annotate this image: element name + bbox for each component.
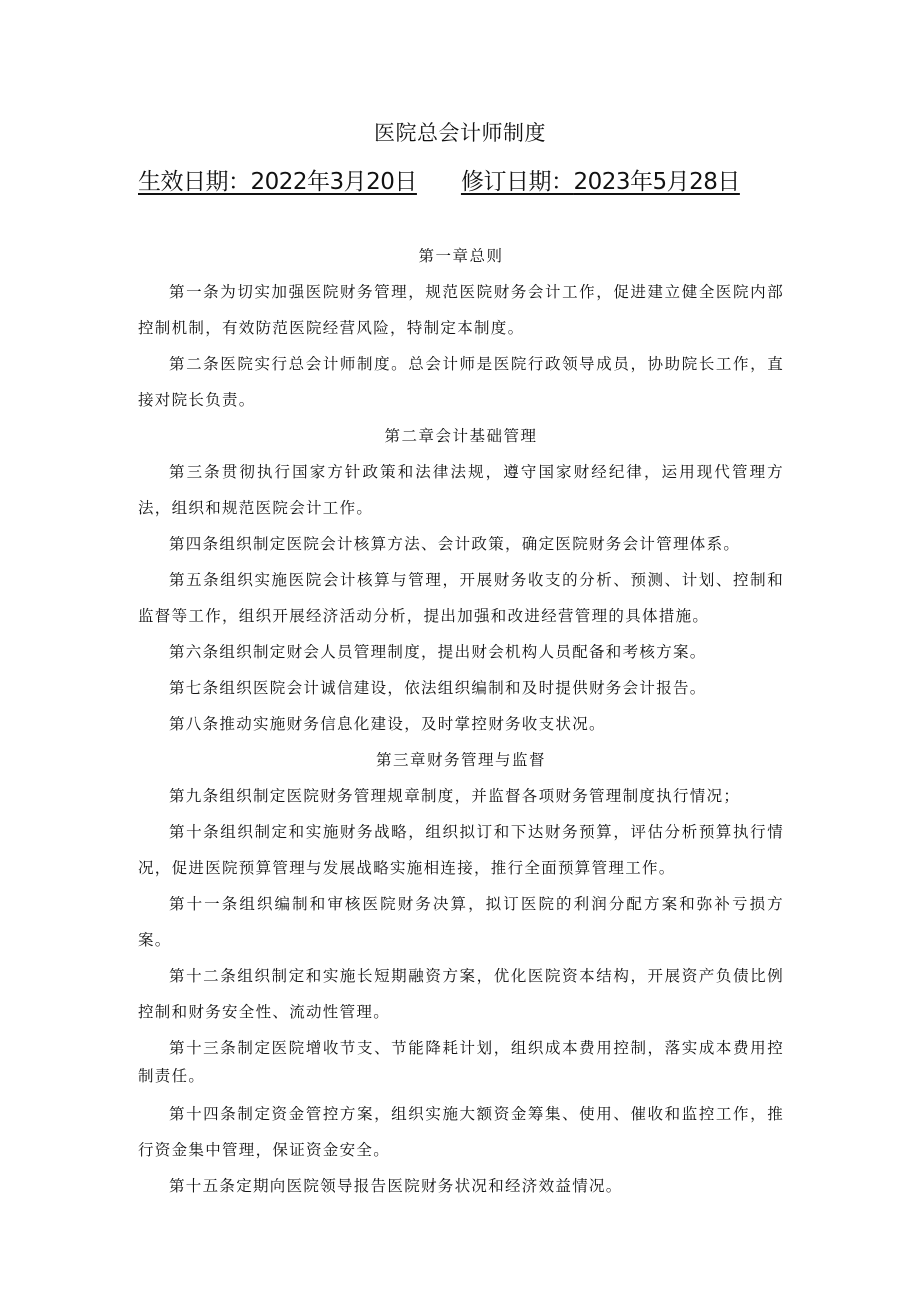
date-line [138, 163, 740, 196]
article-14: 第十四条制定资金管控方案，组织实施大额资金筹集、使用、催收和监控工作，推行资金集中管理，保证资金安全。 [138, 1105, 784, 1159]
article-12: 第十二条组织制定和实施长短期融资方案，优化医院资本结构，开展资产负债比例控制和财务安全性、流动性管理。 [138, 967, 784, 1021]
article-5: 第五条组织实施医院会计核算与管理，开展财务收支的分析、预测、计划、控制和监督等工作，组织开展经济活动分析，提出加强和改进经营管理的具体措施。 [138, 571, 784, 625]
article-15: 第十五条定期向医院领导报告医院财务状况和经济效益情况。 [169, 1177, 623, 1195]
article-4: 第四条组织制定医院会计核算方法、会计政策，确定医院财务会计管理体系。 [169, 535, 741, 553]
revised-date-label: 修订日期： [460, 169, 574, 195]
document-title: 医院总会计师制度 [374, 121, 546, 145]
chapter-heading: 第一章总则 [418, 247, 504, 265]
revised-date: 2023年5月28日 [573, 169, 740, 195]
chapter-heading: 第三章财务管理与监督 [375, 751, 546, 769]
article-3: 第三条贯彻执行国家方针政策和法律法规，遵守国家财经纪律，运用现代管理方法，组织和规范医院会计工作。 [138, 463, 784, 517]
article-7: 第七条组织医院会计诚信建设，依法组织编制和及时提供财务会计报告。 [169, 679, 707, 697]
article-9: 第九条组织制定医院财务管理规章制度，并监督各项财务管理制度执行情况； [169, 787, 741, 805]
article-2: 第二条医院实行总会计师制度。总会计师是医院行政领导成员，协助院长工作，直接对院长负责。 [138, 355, 784, 409]
effective-date: 2022年3月20日 [250, 169, 417, 195]
article-13: 第十三条制定医院增收节支、节能降耗计划，组织成本费用控制，落实成本费用控制责任。 [138, 1039, 784, 1085]
article-11: 第十一条组织编制和审核医院财务决算，拟订医院的利润分配方案和弥补亏损方案。 [138, 895, 784, 949]
document-body [138, 238, 784, 1204]
chapter-heading: 第二章会计基础管理 [384, 427, 538, 445]
article-6: 第六条组织制定财会人员管理制度，提出财会机构人员配备和考核方案。 [169, 643, 707, 661]
article-10: 第十条组织制定和实施财务战略，组织拟订和下达财务预算，评估分析预算执行情况，促进医院预算管理与发展战略实施相连接，推行全面预算管理工作。 [138, 823, 784, 877]
article-8: 第八条推动实施财务信息化建设，及时掌控财务收支状况。 [169, 715, 606, 733]
effective-date-label: 生效日期： [138, 169, 251, 195]
article-1: 第一条为切实加强医院财务管理，规范医院财务会计工作，促进建立健全医院内部控制机制，有效防范医院经营风险，特制定本制度。 [138, 283, 784, 337]
